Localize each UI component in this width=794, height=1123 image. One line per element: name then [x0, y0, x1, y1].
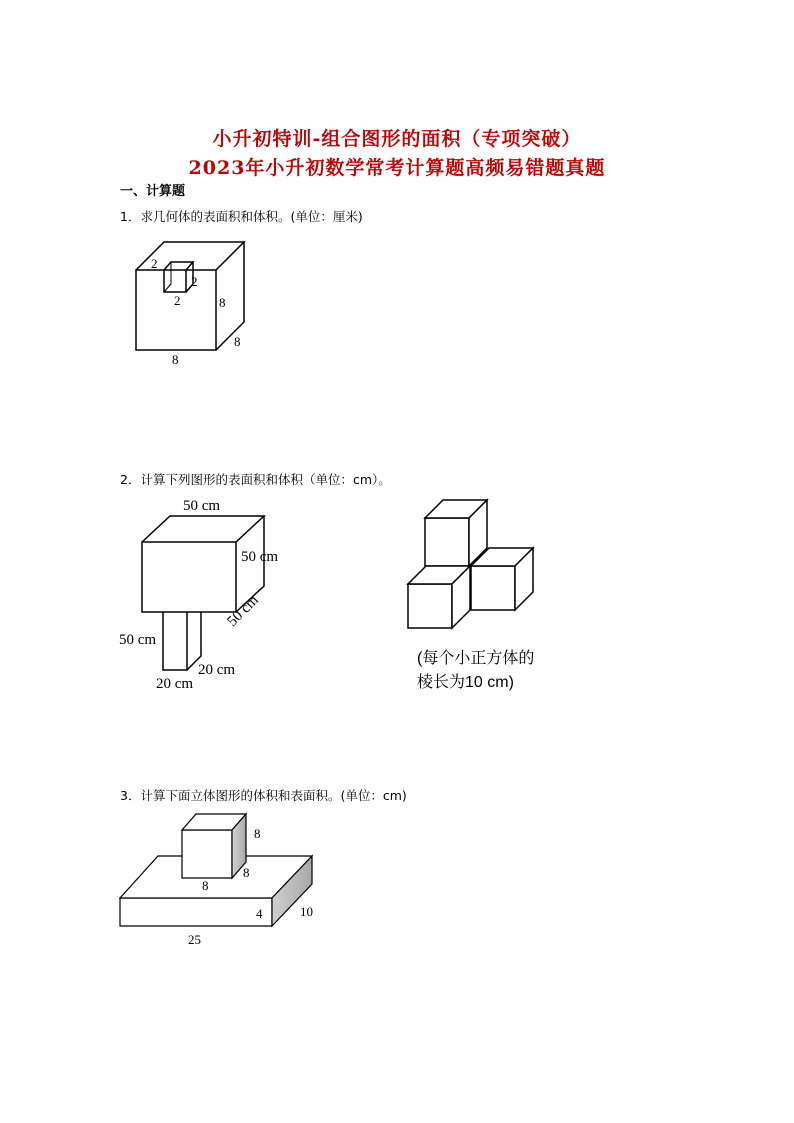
q2-label-leg-height: 50 cm: [119, 632, 157, 648]
q3-cube-front: [182, 830, 232, 878]
title-line-1: 小升初特训-组合图形的面积（专项突破）: [212, 128, 582, 150]
question-2-prompt: 2．计算下列图形的表面积和体积（单位：cm）。: [120, 472, 391, 487]
q1-label-notch-right: 2: [191, 274, 198, 289]
q1-label-height: 8: [219, 295, 226, 310]
q2-note-line-1: (每个小正方体的: [417, 650, 535, 667]
question-3-prompt: 3．计算下面立体图形的体积和表面积。(单位：cm): [120, 788, 407, 803]
q1-label-width: 8: [172, 352, 179, 367]
q1-label-notch-left: 2: [151, 256, 158, 271]
q2-label-top: 50 cm: [183, 498, 221, 514]
q2-note-line-2: 棱长为10 cm): [417, 674, 514, 691]
q1-label-depth: 8: [234, 334, 241, 349]
q3-label-cube-height: 8: [254, 826, 261, 841]
title-line-2: 2023年小升初数学常考计算题高频易错题真题: [188, 157, 606, 179]
q3-label-cube-depth: 8: [243, 865, 250, 880]
q1-label-notch-bottom: 2: [174, 293, 181, 308]
q2-label-depth: 50 cm: [224, 592, 262, 630]
section-heading: 一、计算题: [120, 184, 186, 199]
q2-label-leg-width: 20 cm: [156, 676, 194, 692]
q2-label-leg-depth: 20 cm: [198, 662, 236, 678]
q3-label-base-width: 25: [188, 932, 201, 947]
q2-label-right: 50 cm: [241, 549, 279, 565]
q3-label-base-depth: 10: [300, 904, 313, 919]
q3-base-front: [120, 898, 272, 926]
q3-label-base-height: 4: [256, 906, 263, 921]
question-1-prompt: 1．求几何体的表面积和体积。(单位：厘米): [120, 209, 363, 224]
q3-label-cube-width: 8: [202, 878, 209, 893]
